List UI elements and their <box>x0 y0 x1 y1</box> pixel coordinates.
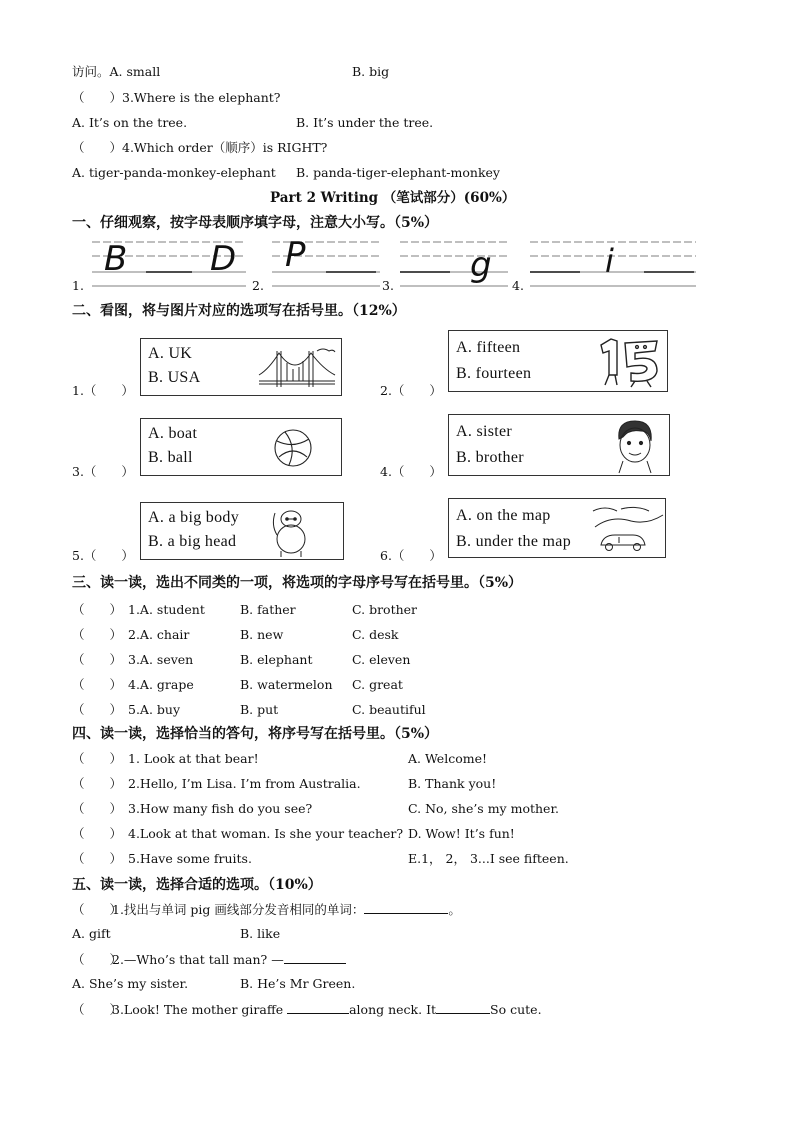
s3-option-a: 4.A. grape <box>128 677 194 692</box>
s3-option-a: 2.A. chair <box>128 627 190 642</box>
picture-item-6-number: 6.（ ） <box>380 548 442 563</box>
robot-icon <box>269 505 313 559</box>
s5-q3: （ ）3.Look! The mother giraffe along neck. It So cute. <box>72 1002 542 1017</box>
answer-paren[interactable]: （ ） <box>72 952 123 967</box>
car-under-map-icon <box>591 503 665 555</box>
item5-option-a: A. a big body <box>148 509 240 526</box>
item6-option-b: B. under the map <box>456 533 571 550</box>
section5-heading: 五、读一读，选择合适的选项。（10%） <box>72 877 322 893</box>
q2-option-b: B. big <box>352 64 390 79</box>
s5-q1-option-a: A. gift <box>72 926 111 941</box>
golden-gate-bridge-icon <box>257 345 337 389</box>
s4-question: 1. Look at that bear! <box>128 751 259 766</box>
fill-blank[interactable] <box>284 951 346 964</box>
part2-title: Part 2 Writing （笔试部分）(60%） <box>270 190 516 206</box>
letter-D: D <box>210 239 237 279</box>
item4-option-b: B. brother <box>456 449 524 466</box>
fill-blank[interactable] <box>364 901 448 914</box>
picture-item-2-box <box>448 330 668 392</box>
s1-num-4: 4. <box>512 278 524 293</box>
q4-question: （ ）4.Which order（顺序）is RIGHT? <box>72 140 328 155</box>
s3-option-c: C. eleven <box>352 652 411 667</box>
answer-paren[interactable]: （ ） <box>72 776 123 791</box>
picture-item-3-box <box>140 418 342 476</box>
picture-item-5-number: 5.（ ） <box>72 548 134 563</box>
s5-q2: （ ）2.—Who’s that tall man? — <box>72 951 346 968</box>
s3-option-c: C. beautiful <box>352 702 426 717</box>
s3-option-c: C. great <box>352 677 403 692</box>
picture-item-4-number: 4.（ ） <box>380 464 442 479</box>
s1-num-3: 3. <box>382 278 394 293</box>
ball-icon <box>271 427 315 469</box>
item3-option-a: A. boat <box>148 425 198 442</box>
s4-answer: C. No, she’s my mother. <box>408 801 560 816</box>
item3-option-b: B. ball <box>148 449 193 466</box>
s4-question: 4.Look at that woman. Is she your teacher? <box>128 826 404 841</box>
s4-answer: B. Thank you! <box>408 776 497 791</box>
s3-option-b: B. father <box>240 602 296 617</box>
fill-blank[interactable] <box>287 1001 349 1014</box>
item4-option-a: A. sister <box>456 423 513 440</box>
answer-paren[interactable]: （ ） <box>72 851 123 866</box>
boy-face-icon <box>609 417 659 475</box>
item5-option-b: B. a big head <box>148 533 237 550</box>
s5-q1-option-b: B. like <box>240 926 281 941</box>
item1-option-b: B. USA <box>148 369 201 386</box>
picture-item-2-number: 2.（ ） <box>380 383 442 398</box>
answer-paren[interactable]: （ ） <box>72 801 123 816</box>
letter-B: B <box>104 239 128 279</box>
answer-paren[interactable]: （ ） <box>72 602 123 617</box>
picture-item-1-box <box>140 338 342 396</box>
number-15-icon <box>595 335 665 389</box>
picture-item-4-box <box>448 414 670 476</box>
s5-q1: （ ）1.找出与单词 pig 画线部分发音相同的单词： 。 <box>72 902 461 917</box>
s3-option-c: C. desk <box>352 627 399 642</box>
item1-option-a: A. UK <box>148 345 193 362</box>
section1-heading: 一、仔细观察，按字母表顺序填字母，注意大小写。（5%） <box>72 215 439 231</box>
s3-option-b: B. watermelon <box>240 677 333 692</box>
s4-answer: A. Welcome! <box>408 751 487 766</box>
item2-option-b: B. fourteen <box>456 365 532 382</box>
picture-item-6-box <box>448 498 666 558</box>
answer-paren[interactable]: （ ） <box>72 1002 123 1017</box>
section3-heading: 三、读一读，选出不同类的一项，将选项的字母序号写在括号里。（5%） <box>72 575 523 591</box>
picture-item-1-number: 1.（ ） <box>72 383 134 398</box>
picture-item-3-number: 3.（ ） <box>72 464 134 479</box>
s4-answer: E.1， 2， 3...I see fifteen. <box>408 851 569 866</box>
s3-option-b: B. elephant <box>240 652 313 667</box>
section2-heading: 二、看图，将与图片对应的选项写在括号里。（12%） <box>72 303 406 319</box>
s4-question: 3.How many fish do you see? <box>128 801 313 816</box>
s1-num-2: 2. <box>252 278 264 293</box>
answer-paren[interactable]: （ ） <box>72 751 123 766</box>
q3-question: （ ）3.Where is the elephant? <box>72 90 281 105</box>
answer-paren[interactable]: （ ） <box>72 627 123 642</box>
s3-option-b: B. put <box>240 702 279 717</box>
answer-paren[interactable]: （ ） <box>72 702 123 717</box>
letter-P: P <box>285 235 306 275</box>
q3-option-a: A. It’s on the tree. <box>72 115 188 130</box>
answer-paren[interactable]: （ ） <box>72 652 123 667</box>
q4-option-b: B. panda-tiger-elephant-monkey <box>296 165 500 180</box>
section4-heading: 四、读一读，选择恰当的答句，将序号写在括号里。（5%） <box>72 726 439 742</box>
item6-option-a: A. on the map <box>456 507 551 524</box>
s3-option-c: C. brother <box>352 602 418 617</box>
answer-paren[interactable]: （ ） <box>72 826 123 841</box>
s3-option-b: B. new <box>240 627 284 642</box>
letter-g: g <box>470 245 492 285</box>
q2-tail: 访问。A. small <box>72 64 161 79</box>
s3-option-a: 5.A. buy <box>128 702 181 717</box>
s5-q2-option-b: B. He’s Mr Green. <box>240 976 356 991</box>
q4-option-a: A. tiger-panda-monkey-elephant <box>72 165 276 180</box>
letter-i: i <box>605 242 614 280</box>
s3-option-a: 1.A. student <box>128 602 205 617</box>
answer-paren[interactable]: （ ） <box>72 902 123 917</box>
s3-option-a: 3.A. seven <box>128 652 194 667</box>
s1-num-1: 1. <box>72 278 84 293</box>
s4-question: 5.Have some fruits. <box>128 851 252 866</box>
item2-option-a: A. fifteen <box>456 339 521 356</box>
q3-option-b: B. It’s under the tree. <box>296 115 434 130</box>
fill-blank[interactable] <box>436 1001 490 1014</box>
s5-q2-option-a: A. She’s my sister. <box>72 976 189 991</box>
answer-paren[interactable]: （ ） <box>72 677 123 692</box>
s4-answer: D. Wow! It’s fun! <box>408 826 515 841</box>
s4-question: 2.Hello, I’m Lisa. I’m from Australia. <box>128 776 361 791</box>
picture-item-5-box <box>140 502 344 560</box>
